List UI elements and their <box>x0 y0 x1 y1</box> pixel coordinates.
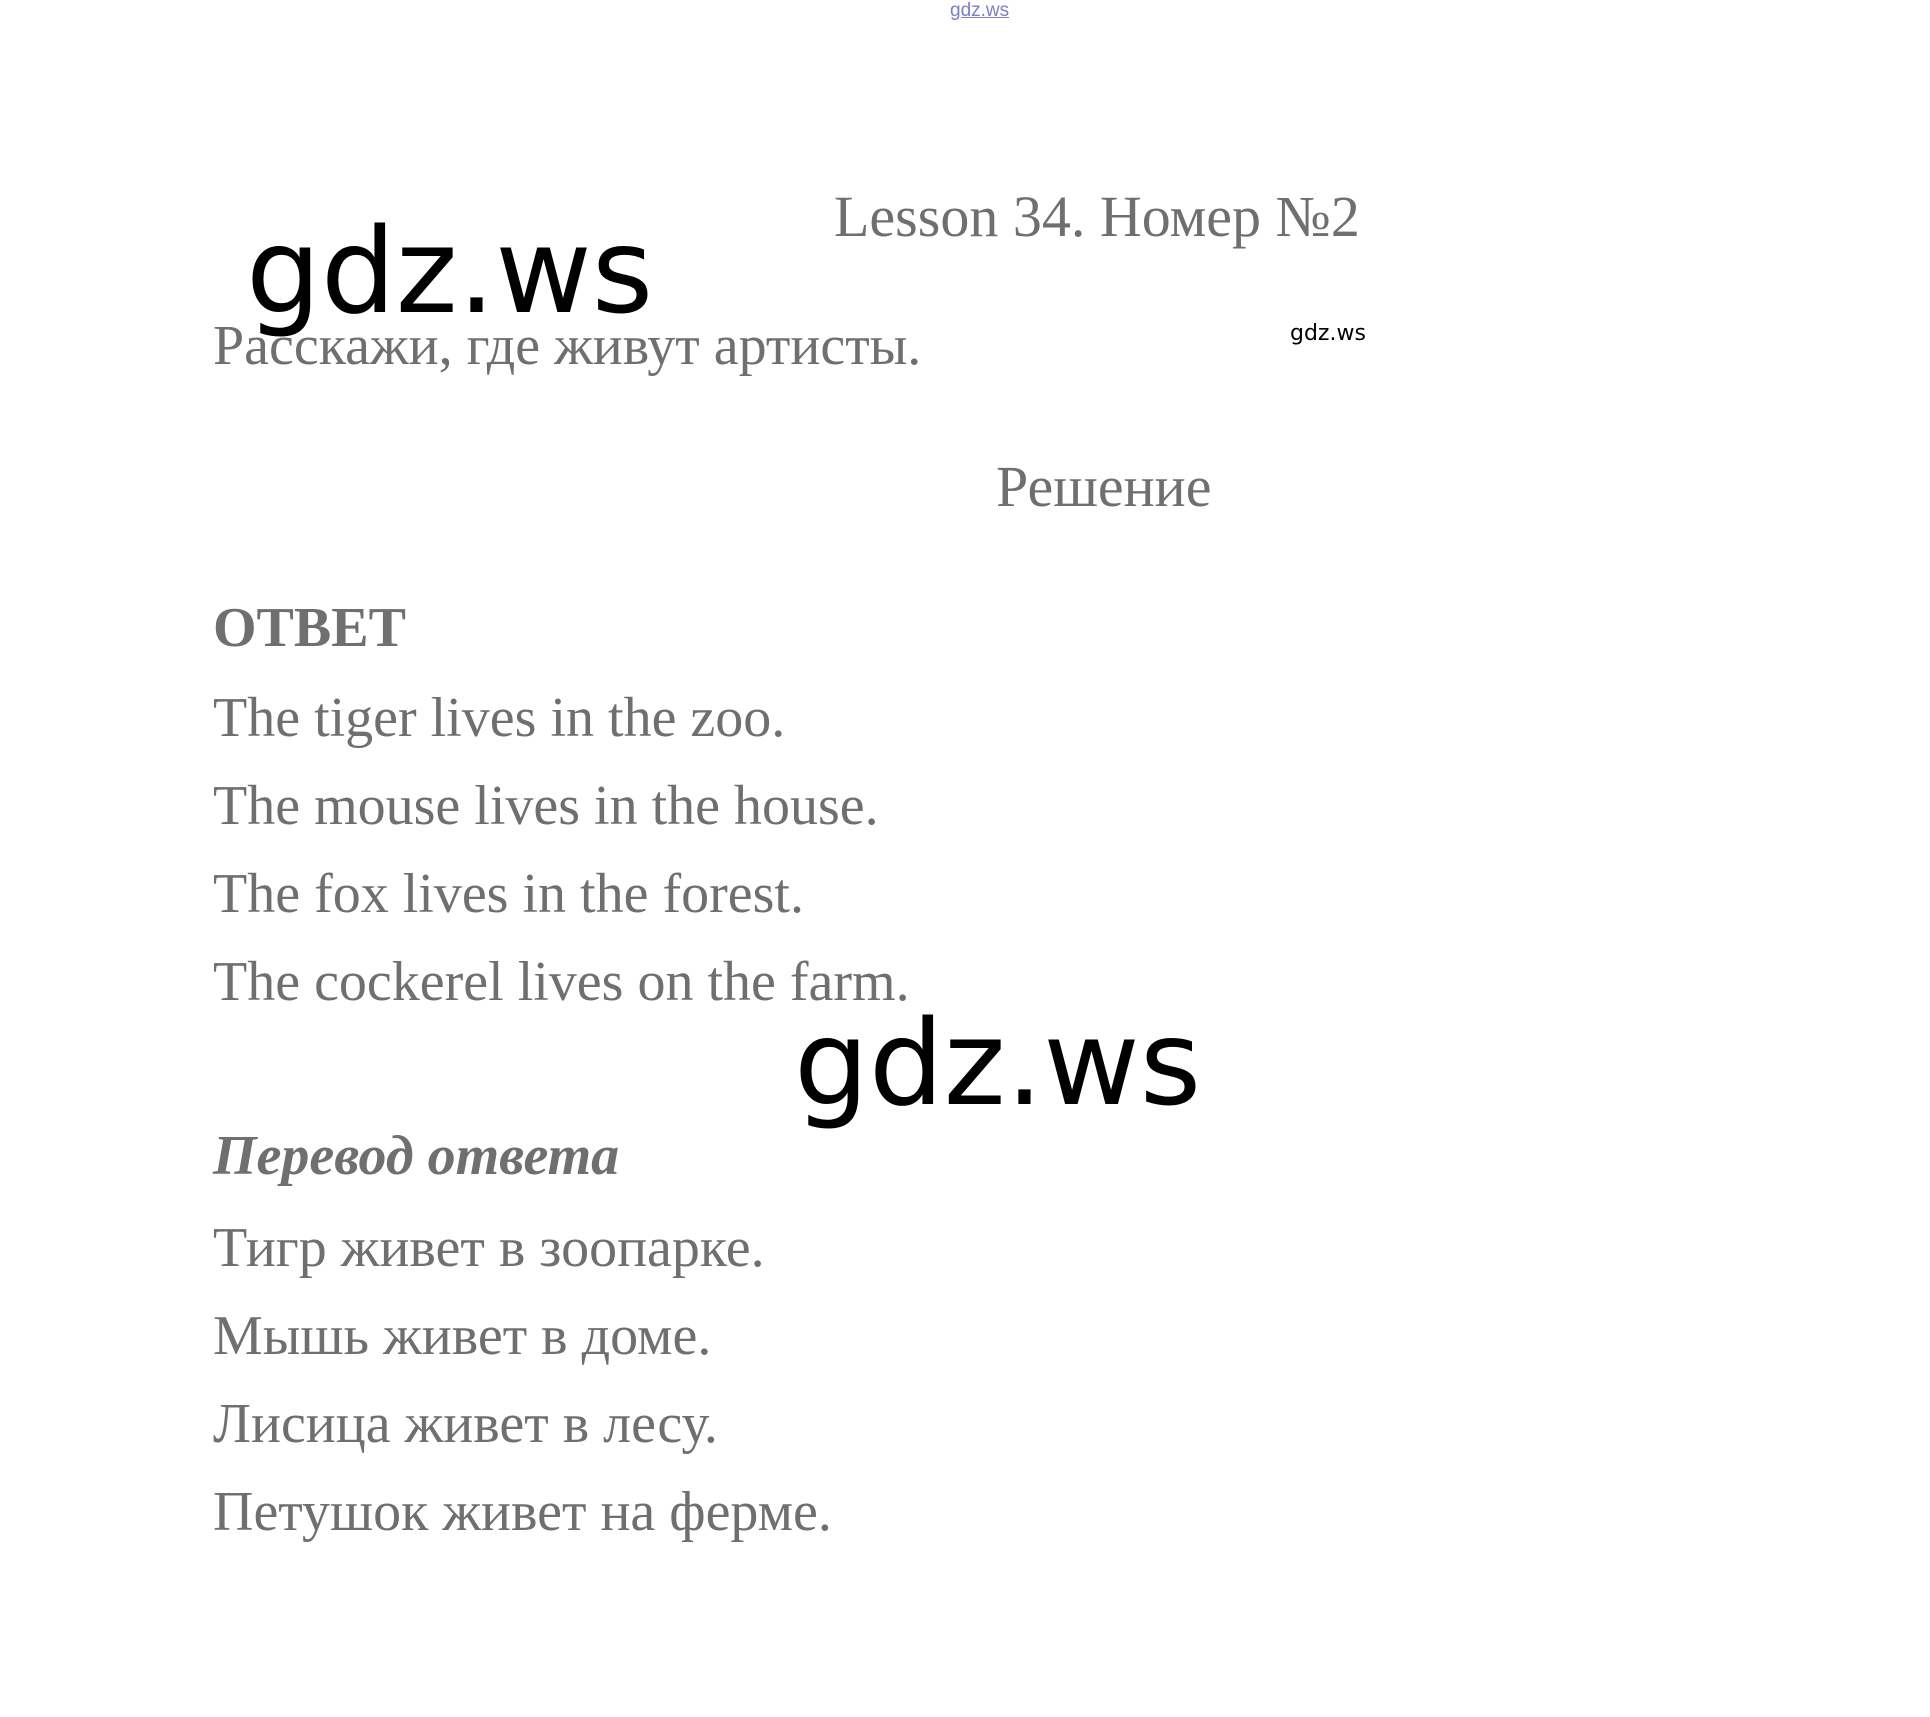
translation-line: Тигр живет в зоопарке. <box>213 1217 765 1279</box>
watermark-big-top: gdz.ws <box>246 202 654 340</box>
watermark-link-top[interactable]: gdz.ws <box>950 0 1010 21</box>
watermark-big-center: gdz.ws <box>794 994 1202 1132</box>
page-title: Lesson 34. Номер №2 <box>834 184 1360 249</box>
translation-line: Мышь живет в доме. <box>213 1305 712 1367</box>
task-text: Расскажи, где живут артисты. <box>213 315 922 377</box>
translation-heading: Перевод ответа <box>213 1125 620 1187</box>
translation-line: Лисица живет в лесу. <box>213 1393 718 1455</box>
answer-line: The mouse lives in the house. <box>213 775 879 837</box>
answer-line: The tiger lives in the zoo. <box>213 687 786 749</box>
watermark-small-right: gdz.ws <box>1290 321 1366 346</box>
answer-line: The fox lives in the forest. <box>213 863 804 925</box>
answer-line: The cockerel lives on the farm. <box>213 951 910 1013</box>
translation-line: Петушок живет на ферме. <box>213 1481 832 1543</box>
solution-heading: Решение <box>996 454 1212 519</box>
answer-heading: ОТВЕТ <box>213 597 406 659</box>
